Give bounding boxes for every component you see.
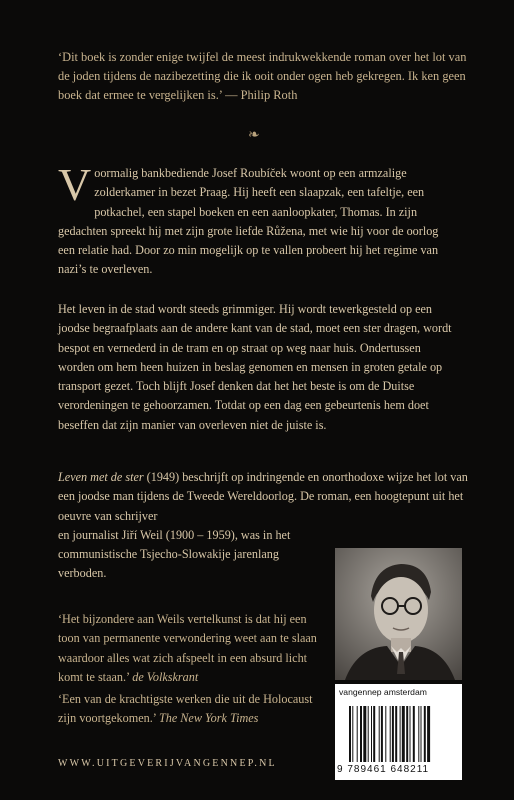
review-quote-nyt: [58, 690, 328, 729]
paragraph-text: (1949) beschrijft op indringende en onorthodoxe wijze het lot van een joodse man tijdens de Tweede Wereldoorlog. De roman, een hoogtepunt uit het oeuvre van schrijver: [58, 470, 468, 523]
barcode-bar: [381, 706, 383, 762]
quote-text: ‘Het bijzondere aan Weils vertelkunst is dat hij een toon van permanente verwondering weet aan te slaan waardoor alles wat zich afspeelt in een absurd licht komt te staan.’: [58, 612, 317, 684]
barcode-bar: [357, 706, 358, 762]
publisher-url: WWW.UITGEVERIJVANGENNEP.NL: [58, 758, 277, 769]
barcode-bar: [413, 706, 415, 762]
barcode: [349, 706, 455, 762]
barcode-bar: [406, 706, 408, 762]
barcode-bar: [392, 706, 394, 762]
barcode-bar: [400, 706, 401, 762]
publisher-imprint: vangennep amsterdam: [339, 687, 427, 697]
barcode-bar: [373, 706, 375, 762]
barcode-bar: [363, 706, 366, 762]
isbn-number: 9 789461 648211: [337, 764, 430, 775]
synopsis-paragraph-1: [58, 159, 458, 280]
barcode-bar: [395, 706, 397, 762]
barcode-bar: [390, 706, 391, 762]
barcode-bar: [410, 706, 411, 762]
barcode-bar: [427, 706, 430, 762]
review-quote-philip-roth: [58, 48, 468, 105]
barcode-bar: [385, 706, 386, 762]
drop-cap: V: [58, 159, 92, 210]
quote-source: de Volkskrant: [132, 669, 199, 684]
author-photo: [335, 548, 462, 680]
paragraph-text: Het leven in de stad wordt steeds grimmiger. Hij wordt tewerkgesteld op een joodse begraafplaats aan de andere kant van de stad, moet een ster dragen, wordt bespot en vernederd in de tram en op straat op weg naar huis. Ondertussen worden om hem heen huizen in beslag genomen en mensen in groten getale op transport gezet. Toch blijft Josef denken dat het het beste is om de Duitse verordeningen te gehoorzamen. Totdat op een dag een gebeurtenis hem doet beseffen dat zijn manier van overleven niet de juiste is.: [58, 302, 452, 432]
quote-source: The New York Times: [158, 711, 259, 726]
barcode-bar: [371, 706, 372, 762]
quote-text: ‘Een van de krachtigste werken die uit de Holocaust zijn voortgekomen.’: [58, 692, 313, 726]
barcode-bar: [402, 706, 405, 762]
barcode-panel: [335, 684, 462, 780]
quote-text: ‘Dit boek is zonder enige twijfel de meest indrukwekkende roman over het lot van de joden tijdens de nazibezetting die ik ooit onder ogen heb gekregen. Ik ken geen boek dat ermee te vergelijken is.’ — Philip Roth: [58, 50, 467, 102]
paragraph-text-continued: en journalist Jiří Weil (1900 – 1959), was in het communistische Tsjecho-Slowakije jarenlang verboden.: [58, 527, 291, 581]
ornament-icon: ❧: [248, 128, 260, 143]
barcode-bar: [379, 706, 380, 762]
barcode-bar: [418, 706, 419, 762]
barcode-bar: [360, 706, 362, 762]
barcode-bar: [424, 706, 426, 762]
barcode-bar: [368, 706, 369, 762]
book-title: Leven met de ster: [58, 470, 144, 484]
barcode-bar: [421, 706, 422, 762]
barcode-bar: [349, 706, 351, 762]
review-quote-volkskrant: [58, 610, 318, 687]
barcode-bar: [352, 706, 353, 762]
synopsis-paragraph-2: [58, 300, 458, 435]
paragraph-text: oormalig bankbediende Josef Roubíček woont op een armzalige zolderkamer in bezet Praag. Hij heeft een slaapzak, een tafeltje, een potkachel, een stapel boeken en een aanloopkater, Thomas. In zijn gedachten spreekt hij met zijn grote liefde Růžena, met wie hij voor de oorlog een relatie had. Door zo min mogelijk op te vallen probeert hij het regime van nazi’s te overleven.: [58, 166, 439, 277]
